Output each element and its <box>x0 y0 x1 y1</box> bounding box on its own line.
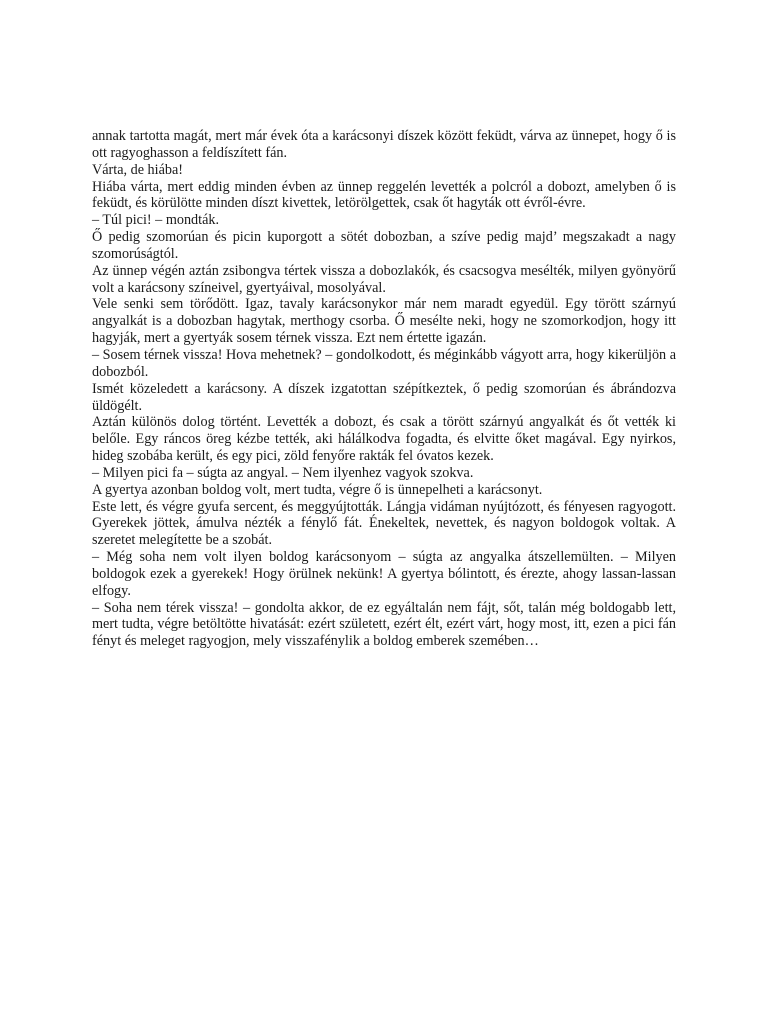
paragraph: Aztán különös dolog történt. Levették a dobozt, és csak a törött szárnyú angyalkát és őt vették ki belőle. Egy ráncos öreg kézbe tették, aki hálálkodva fogadta, és elvitte őket magával. Egy nyirkos, hideg szobába került, és egy pici, zöld fenyőre rakták fel óvatos kezek. <box>92 414 676 465</box>
paragraph: Ő pedig szomorúan és picin kuporgott a sötét dobozban, a szíve pedig majd’ megszakadt a nagy szomorúságtól. <box>92 229 676 262</box>
paragraph: Ismét közeledett a karácsony. A díszek izgatottan szépítkeztek, ő pedig szomorúan és ábrándozva üldögélt. <box>92 380 676 414</box>
paragraph: A gyertya azonban boldog volt, mert tudta, végre ő is ünnepelheti a karácsonyt. <box>92 481 543 498</box>
paragraph: annak tartotta magát, mert már évek óta a karácsonyi díszek között feküdt, várva az ünnepet, hogy ő is ott ragyoghasson a feldíszített fán. <box>92 128 676 161</box>
paragraph: – Soha nem térek vissza! – gondolta akkor, de ez egyáltalán nem fájt, sőt, talán még boldogabb lett, mert tudta, végre betöltötte hivatását: ezért született, ezért élt, ezért várt, hogy most, itt, ezen a pici fán fényt és meleget ragyogjon, mely visszafénylik a boldog emberek szemében… <box>92 599 676 650</box>
paragraph: Hiába várta, mert eddig minden évben az ünnep reggelén levették a polcról a dobozt, amelyben ő is feküdt, és körülötte minden díszt kivettek, letörölgettek, csak őt hagyták ott évről-évre. <box>92 178 676 212</box>
paragraph: Este lett, és végre gyufa sercent, és meggyújtották. Lángja vidáman nyújtózott, és fényesen ragyogott. Gyerekek jöttek, ámulva nézték a fénylő fát. Énekeltek, nevettek, és nagyon boldogok voltak. A szeretet melegítette be a szobát. <box>92 498 676 549</box>
paragraph: Várta, de hiába! <box>92 161 183 178</box>
paragraph: – Milyen pici fa – súgta az angyal. – Nem ilyenhez vagyok szokva. <box>92 464 474 481</box>
paragraph: – Még soha nem volt ilyen boldog karácsonyom – súgta az angyalka átszellemülten. – Milyen boldogok ezek a gyerekek! Hogy örülnek nekünk! A gyertya bólintott, és érezte, ahogy lassan-lassan elfogy. <box>92 549 676 599</box>
paragraph: – Sosem térnek vissza! Hova mehetnek? – gondolkodott, és méginkább vágyott arra, hogy kikerüljön a dobozból. <box>92 346 676 380</box>
paragraph: – Túl pici! – mondták. <box>92 212 220 229</box>
story-text <box>92 128 676 650</box>
paragraph: Az ünnep végén aztán zsibongva tértek vissza a dobozlakók, és csacsogva mesélték, milyen gyönyörű volt a karácsony színeivel, gyertyáival, mosolyával. <box>92 262 676 296</box>
paragraph: Vele senki sem törődött. Igaz, tavaly karácsonykor már nem maradt egyedül. Egy törött szárnyú angyalkát is a dobozban hagytak, merthogy csorba. Ő mesélte neki, hogy ne szomorkodjon, hogy itt hagyják, mert a gyertyák sosem térnek vissza. Ezt nem értette igazán. <box>92 296 676 347</box>
